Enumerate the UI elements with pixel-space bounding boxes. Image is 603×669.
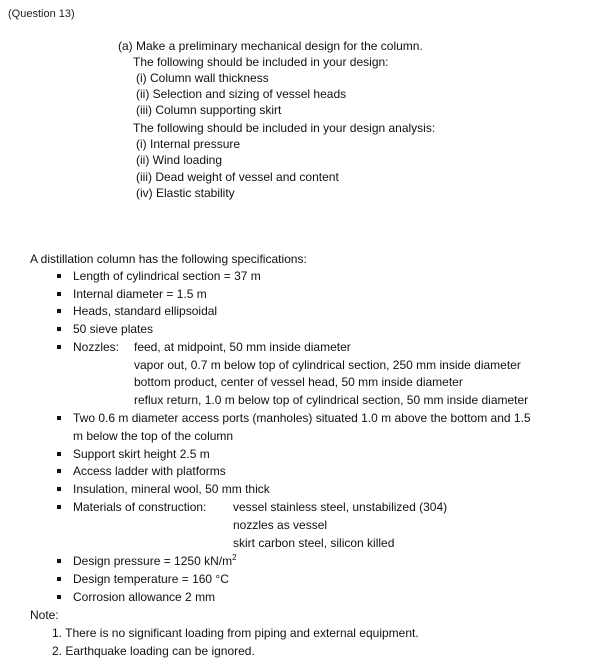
bullet-icon (57, 559, 61, 563)
spec-corrosion: Corrosion allowance 2 mm (73, 590, 216, 604)
spec-insulation: Insulation, mineral wool, 50 mm thick (73, 482, 270, 496)
spec-manholes-line1: Two 0.6 m diameter access ports (manholes) situated 1.0 m above the bottom and 1.5 (73, 411, 531, 425)
spec-skirt: Support skirt height 2.5 m (73, 447, 210, 461)
spec-length: Length of cylindrical section = 37 m (73, 269, 261, 283)
bullet-icon (57, 309, 61, 313)
spec-plates: 50 sieve plates (73, 322, 154, 336)
spec-materials-label: Materials of construction: (73, 500, 207, 514)
materials-line-1: vessel stainless steel, unstabilized (304) (233, 500, 448, 514)
bullet-icon (57, 327, 61, 331)
spec-temperature: Design temperature = 160 °C (73, 572, 229, 586)
spec-pressure-sup: 2 (232, 553, 237, 562)
spec-pressure-text: Design pressure = 1250 kN/m (73, 554, 233, 568)
bullet-icon (57, 487, 61, 491)
bullet-icon (57, 505, 61, 509)
nozzle-line-2: vapor out, 0.7 m below top of cylindrical section, 250 mm inside diameter (134, 358, 521, 372)
spec-manholes-line2: m below the top of the column (73, 429, 234, 443)
design-item-3: (iii) Column supporting skirt (136, 103, 282, 117)
note-item-2: 2. Earthquake loading can be ignored. (52, 644, 255, 658)
design-heading: The following should be included in your design: (133, 55, 389, 69)
bullet-icon (57, 416, 61, 420)
spec-nozzles-label: Nozzles: (73, 340, 120, 354)
bullet-icon (57, 274, 61, 278)
analysis-heading: The following should be included in your design analysis: (133, 121, 436, 135)
bullet-icon (57, 595, 61, 599)
design-item-2: (ii) Selection and sizing of vessel heads (136, 87, 347, 101)
bullet-icon (57, 345, 61, 349)
nozzle-line-1: feed, at midpoint, 50 mm inside diameter (134, 340, 351, 354)
part-a-intro: (a) Make a preliminary mechanical design for the column. (118, 39, 423, 53)
question-label: (Question 13) (8, 8, 75, 20)
analysis-item-1: (i) Internal pressure (136, 137, 241, 151)
bullet-icon (57, 452, 61, 456)
note-heading: Note: (30, 608, 59, 622)
analysis-item-3: (iii) Dead weight of vessel and content (136, 170, 339, 184)
specs-heading: A distillation column has the following specifications: (30, 252, 307, 266)
bullet-icon (57, 292, 61, 296)
note-item-1: 1. There is no significant loading from piping and external equipment. (52, 626, 419, 640)
design-item-1: (i) Column wall thickness (136, 71, 269, 85)
spec-heads: Heads, standard ellipsoidal (73, 304, 218, 318)
nozzle-line-4: reflux return, 1.0 m below top of cylindrical section, 50 mm inside diameter (134, 393, 529, 407)
bullet-icon (57, 469, 61, 473)
spec-ladder: Access ladder with platforms (73, 464, 226, 478)
analysis-item-4: (iv) Elastic stability (136, 186, 235, 200)
materials-line-2: nozzles as vessel (233, 518, 328, 532)
spec-pressure (73, 553, 237, 569)
analysis-item-2: (ii) Wind loading (136, 153, 223, 167)
nozzle-line-3: bottom product, center of vessel head, 50 mm inside diameter (134, 375, 463, 389)
spec-diameter: Internal diameter = 1.5 m (73, 287, 207, 301)
materials-line-3: skirt carbon steel, silicon killed (233, 536, 395, 550)
bullet-icon (57, 577, 61, 581)
